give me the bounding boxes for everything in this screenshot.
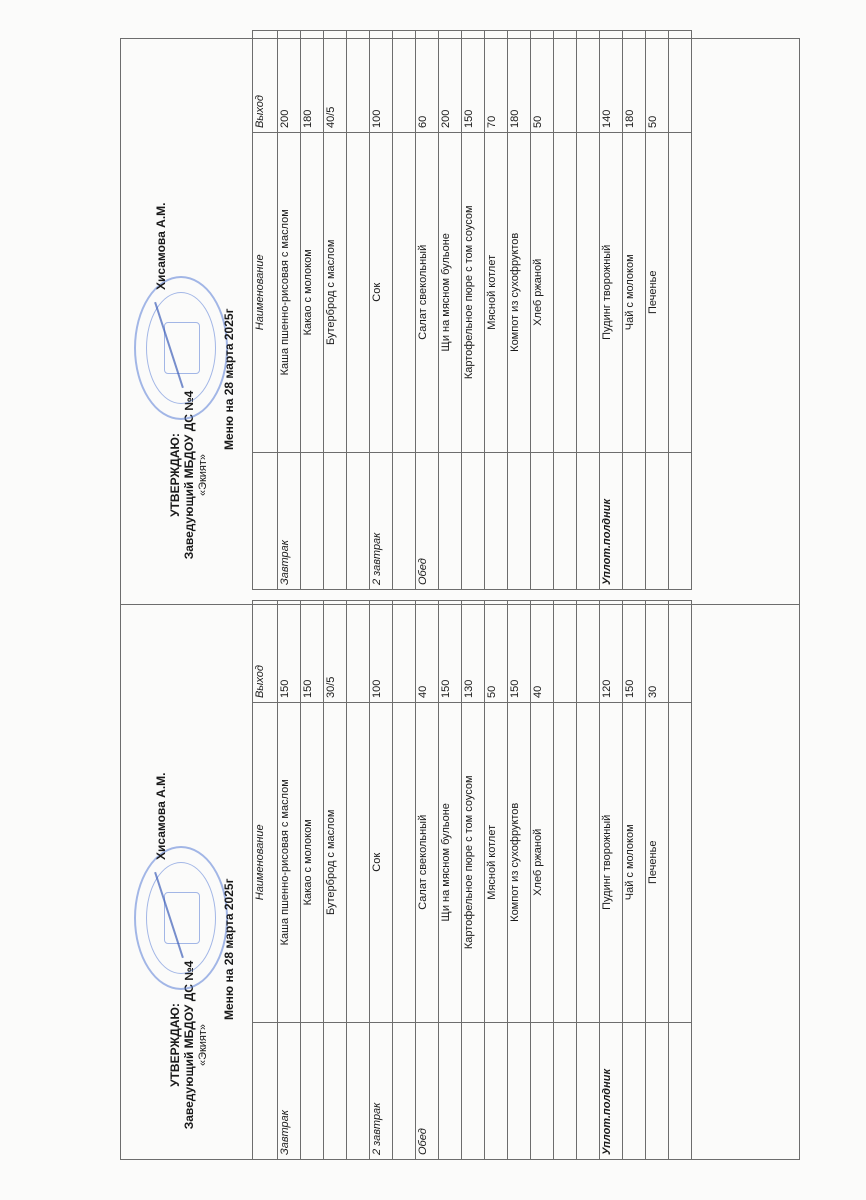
dish-name-cell: Мясной котлет (485, 703, 508, 1023)
portion-cell: 150 (301, 601, 324, 703)
portion-cell: 40/5 (324, 31, 347, 133)
table-row (646, 601, 669, 1160)
meal-cell (646, 452, 669, 589)
approval-position: Заведующий МБДОУ ДС №4 (182, 390, 196, 560)
dish-name-cell (554, 133, 577, 453)
table-row (301, 601, 324, 1160)
table-row (324, 601, 347, 1160)
meal-cell (531, 452, 554, 589)
table-row (462, 601, 485, 1160)
dish-name-cell: Бутерброд с маслом (324, 703, 347, 1023)
meal-cell (646, 1022, 669, 1159)
meal-cell: Завтрак (278, 1022, 301, 1159)
approval-title: УТВЕРЖДАЮ: (168, 433, 182, 517)
dish-name-cell (347, 703, 370, 1023)
meal-cell (531, 1022, 554, 1159)
dish-name-cell: Мясной котлет (485, 133, 508, 453)
meal-cell (508, 452, 531, 589)
dish-name-cell: Пудинг творожный (600, 133, 623, 453)
table-row (646, 31, 669, 590)
table-row (485, 31, 508, 590)
meal-cell (393, 452, 416, 589)
meal-cell (508, 1022, 531, 1159)
menu-date-title: Меню на 28 марта 2025г (222, 878, 236, 1020)
meal-cell (301, 452, 324, 589)
menu-table (252, 600, 692, 1160)
dish-name-cell: Каша пшенно-рисовая с маслом (278, 133, 301, 453)
table-row (600, 31, 623, 590)
portion-cell: 50 (531, 31, 554, 133)
meal-cell (485, 1022, 508, 1159)
approval-org: «Экият» (197, 453, 209, 497)
table-row (577, 31, 600, 590)
portion-cell: 150 (623, 601, 646, 703)
table-row (278, 601, 301, 1160)
table-row (370, 601, 393, 1160)
meal-cell (623, 452, 646, 589)
dish-name-cell: Какао с молоком (301, 703, 324, 1023)
dish-name-cell: Щи на мясном бульоне (439, 703, 462, 1023)
meal-cell (485, 452, 508, 589)
portion-cell (577, 601, 600, 703)
portion-cell (347, 601, 370, 703)
table-row (347, 601, 370, 1160)
dish-name-cell (577, 133, 600, 453)
portion-cell: 40 (416, 601, 439, 703)
dish-name-cell: Печенье (646, 703, 669, 1023)
table-row (623, 601, 646, 1160)
meal-cell: Обед (416, 452, 439, 589)
approval-position: Заведующий МБДОУ ДС №4 (182, 960, 196, 1130)
portion-cell: 140 (600, 31, 623, 133)
portion-cell (393, 31, 416, 133)
table-row (416, 31, 439, 590)
table-row (485, 601, 508, 1160)
meal-cell: Уплот.полдник (600, 452, 623, 589)
dish-name-cell: Картофельное пюре с том соусом (462, 133, 485, 453)
table-row (324, 31, 347, 590)
table-row (370, 31, 393, 590)
stamp-icon (134, 846, 228, 990)
meal-cell (623, 1022, 646, 1159)
meal-cell (347, 452, 370, 589)
dish-name-cell: Какао с молоком (301, 133, 324, 453)
meal-cell (577, 452, 600, 589)
table-row (439, 31, 462, 590)
dish-name-cell: Щи на мясном бульоне (439, 133, 462, 453)
table-row (416, 601, 439, 1160)
table-row (301, 31, 324, 590)
table-row (669, 601, 692, 1160)
portion-cell (554, 31, 577, 133)
meal-cell (462, 1022, 485, 1159)
dish-name-cell: Салат свекольный (416, 133, 439, 453)
table-header-row (253, 31, 278, 590)
dish-name-cell: Чай с молоком (623, 133, 646, 453)
col-header-meal (253, 452, 278, 589)
table-row (347, 31, 370, 590)
portion-cell: 150 (278, 601, 301, 703)
portion-cell: 180 (623, 31, 646, 133)
dish-name-cell: Бутерброд с маслом (324, 133, 347, 453)
dish-name-cell (393, 133, 416, 453)
meal-cell: 2 завтрак (370, 1022, 393, 1159)
dish-name-cell: Чай с молоком (623, 703, 646, 1023)
director-name: Хисамова А.М. (154, 202, 168, 290)
meal-cell (554, 1022, 577, 1159)
portion-cell: 150 (508, 601, 531, 703)
meal-cell (439, 452, 462, 589)
table-row (531, 31, 554, 590)
dish-name-cell: Сок (370, 133, 393, 453)
meal-cell (462, 452, 485, 589)
portion-cell: 150 (462, 31, 485, 133)
approval-org: «Экият» (197, 1023, 209, 1067)
portion-cell (669, 31, 692, 133)
portion-cell: 60 (416, 31, 439, 133)
table-row (439, 601, 462, 1160)
portion-cell (347, 31, 370, 133)
dish-name-cell: Хлеб ржаной (531, 133, 554, 453)
menu-table (252, 30, 692, 590)
portion-cell: 180 (301, 31, 324, 133)
table-row (531, 601, 554, 1160)
portion-cell: 150 (439, 601, 462, 703)
dish-name-cell: Каша пшенно-рисовая с маслом (278, 703, 301, 1023)
table-row (577, 601, 600, 1160)
portion-cell: 130 (462, 601, 485, 703)
dish-name-cell: Компот из сухофруктов (508, 703, 531, 1023)
table-row (508, 601, 531, 1160)
meal-cell (324, 452, 347, 589)
meal-cell (301, 1022, 324, 1159)
portion-cell: 120 (600, 601, 623, 703)
table-row (554, 31, 577, 590)
meal-cell (669, 1022, 692, 1159)
menu-header (140, 30, 260, 590)
table-header-row (253, 601, 278, 1160)
menu-header (140, 600, 260, 1160)
dish-name-cell: Пудинг творожный (600, 703, 623, 1023)
meal-cell (554, 452, 577, 589)
portion-cell: 70 (485, 31, 508, 133)
director-name: Хисамова А.М. (154, 772, 168, 860)
table-row (669, 31, 692, 590)
approval-title: УТВЕРЖДАЮ: (168, 1003, 182, 1087)
menu-panel-right (140, 30, 800, 590)
portion-cell (669, 601, 692, 703)
meal-cell: Завтрак (278, 452, 301, 589)
dish-name-cell (577, 703, 600, 1023)
table-row (278, 31, 301, 590)
meal-cell (324, 1022, 347, 1159)
col-header-meal (253, 1022, 278, 1159)
dish-name-cell: Печенье (646, 133, 669, 453)
portion-cell: 30 (646, 601, 669, 703)
dish-name-cell (347, 133, 370, 453)
meal-cell: Обед (416, 1022, 439, 1159)
portion-cell: 100 (370, 31, 393, 133)
col-header-out: Выход (253, 31, 278, 133)
portion-cell: 180 (508, 31, 531, 133)
table-row (600, 601, 623, 1160)
table-row (462, 31, 485, 590)
meal-cell (439, 1022, 462, 1159)
portion-cell (554, 601, 577, 703)
meal-cell (669, 452, 692, 589)
meal-cell: Уплот.полдник (600, 1022, 623, 1159)
dish-name-cell: Сок (370, 703, 393, 1023)
portion-cell (393, 601, 416, 703)
meal-cell (393, 1022, 416, 1159)
menu-date-title: Меню на 28 марта 2025г (222, 308, 236, 450)
dish-name-cell (669, 133, 692, 453)
portion-cell: 40 (531, 601, 554, 703)
table-row (623, 31, 646, 590)
stamp-icon (134, 276, 228, 420)
meal-cell (577, 1022, 600, 1159)
portion-cell: 50 (485, 601, 508, 703)
portion-cell: 30/5 (324, 601, 347, 703)
portion-cell: 50 (646, 31, 669, 133)
table-row (393, 601, 416, 1160)
meal-cell: 2 завтрак (370, 452, 393, 589)
menu-panel-left (140, 600, 800, 1160)
portion-cell: 200 (439, 31, 462, 133)
table-row (508, 31, 531, 590)
table-row (554, 601, 577, 1160)
col-header-out: Выход (253, 601, 278, 703)
meal-cell (347, 1022, 370, 1159)
col-header-name: Наименование (253, 703, 278, 1023)
table-row (393, 31, 416, 590)
dish-name-cell: Салат свекольный (416, 703, 439, 1023)
dish-name-cell: Хлеб ржаной (531, 703, 554, 1023)
portion-cell (577, 31, 600, 133)
col-header-name: Наименование (253, 133, 278, 453)
portion-cell: 100 (370, 601, 393, 703)
dish-name-cell: Картофельное пюре с том соусом (462, 703, 485, 1023)
dish-name-cell (669, 703, 692, 1023)
dish-name-cell (554, 703, 577, 1023)
dish-name-cell (393, 703, 416, 1023)
portion-cell: 200 (278, 31, 301, 133)
dish-name-cell: Компот из сухофруктов (508, 133, 531, 453)
